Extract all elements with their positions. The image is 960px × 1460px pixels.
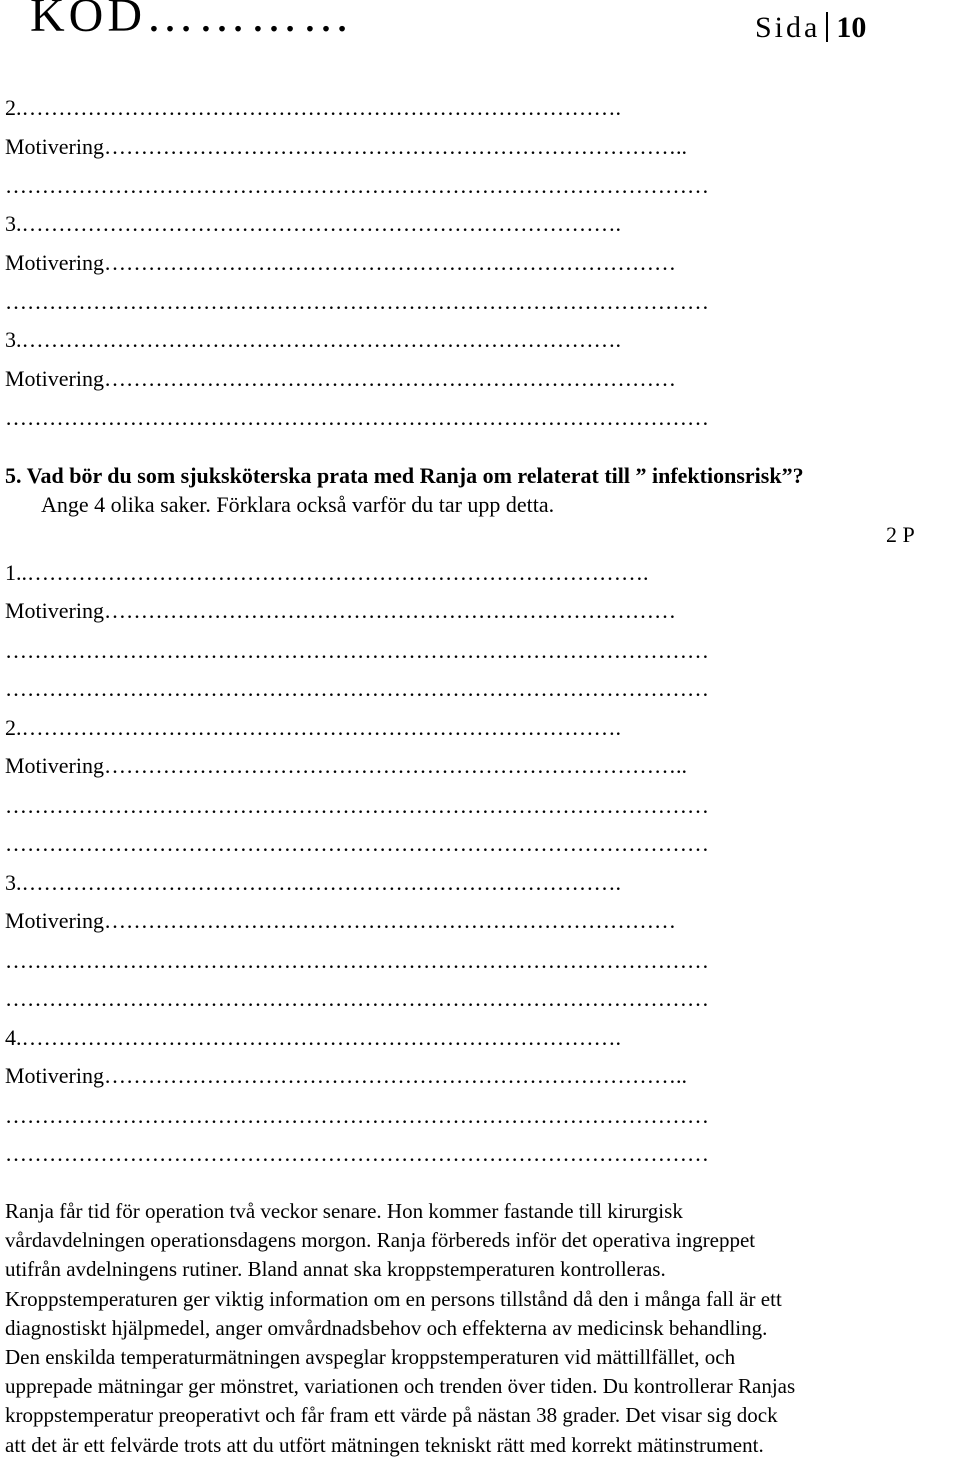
question-5-text: 5. Vad bör du som sjuksköterska prata med Ranja om relaterat till ” infektionsrisk”?	[5, 463, 804, 488]
answer-line[interactable]: ……………………………………………………………………………………	[5, 1141, 709, 1166]
paragraph-line: att det är ett felvärde trots att du utfört mätningen tekniskt rätt med korrekt mätinstrument.	[5, 1432, 764, 1457]
answer-line[interactable]: ……………………………………………………………………………………	[5, 986, 709, 1011]
answer-2[interactable]: 2.……………………………………………………………………….	[5, 715, 621, 740]
motivation-3[interactable]: Motivering……………………………………………………………………	[5, 908, 676, 933]
paragraph-line: vårdavdelningen operationsdagens morgon. Ranja förbereds inför det operativa ingreppet	[5, 1228, 756, 1253]
paragraph-line: Den enskilda temperaturmätningen avspeglar kroppstemperaturen vid mättillfället, och	[5, 1345, 736, 1370]
paragraph-line: utifrån avdelningens rutiner. Bland annat ska kroppstemperaturen kontrolleras.	[5, 1257, 666, 1282]
answer-line[interactable]: ……………………………………………………………………………………	[5, 676, 709, 701]
prev-dotted-line: ……………………………………………………………………………………	[5, 173, 709, 198]
prev-motivation-2: Motivering……………………………………………………………………..	[5, 134, 687, 159]
answer-1[interactable]: 1..………………………………………………………………………….	[5, 560, 649, 585]
motivation-2[interactable]: Motivering……………………………………………………………………..	[5, 753, 687, 778]
page-number: 10	[836, 11, 867, 44]
paragraph-line: Kroppstemperaturen ger viktig information om en persons tillstånd då den i många fall är ett	[5, 1286, 782, 1311]
paragraph-line: Ranja får tid för operation två veckor senare. Hon kommer fastande till kirurgisk	[5, 1199, 683, 1223]
page-prefix: Sida	[755, 11, 821, 44]
prev-dotted-line: ……………………………………………………………………………………	[5, 405, 709, 430]
question-5-instruction: Ange 4 olika saker. Förklara också varför du tar upp detta.	[41, 492, 555, 517]
prev-motivation-3b: Motivering……………………………………………………………………	[5, 366, 676, 391]
prev-answer-3a: 3.……………………………………………………………………….	[5, 211, 621, 236]
paragraph-line: upprepade mätningar ger mönstret, variationen och trenden över tiden. Du kontrollerar Ranjas	[5, 1374, 796, 1399]
prev-motivation-3a: Motivering……………………………………………………………………	[5, 250, 676, 275]
question-5-points: 2 P	[886, 522, 915, 547]
code-label: KOD…………	[30, 0, 354, 42]
motivation-4[interactable]: Motivering……………………………………………………………………..	[5, 1063, 687, 1088]
prev-dotted-line: ……………………………………………………………………………………	[5, 289, 709, 314]
answer-line[interactable]: ……………………………………………………………………………………	[5, 1103, 709, 1128]
answer-line[interactable]: ……………………………………………………………………………………	[5, 793, 709, 818]
answer-3[interactable]: 3.……………………………………………………………………….	[5, 870, 621, 895]
answer-line[interactable]: ……………………………………………………………………………………	[5, 638, 709, 663]
motivation-1[interactable]: Motivering……………………………………………………………………	[5, 598, 676, 623]
answer-line[interactable]: ……………………………………………………………………………………	[5, 948, 709, 973]
case-paragraph	[5, 1197, 955, 1460]
page-separator	[826, 12, 828, 42]
page-number-label	[755, 12, 866, 43]
prev-answer-2: 2.……………………………………………………………………….	[5, 95, 621, 120]
answer-4[interactable]: 4.……………………………………………………………………….	[5, 1025, 621, 1050]
prev-answer-3b: 3.……………………………………………………………………….	[5, 327, 621, 352]
paragraph-line: kroppstemperatur preoperativt och får fram ett värde på nästan 38 grader. Det visar sig dock	[5, 1403, 778, 1428]
paragraph-line: diagnostiskt hjälpmedel, anger omvårdnadsbehov och effekterna av medicinsk behandling.	[5, 1315, 768, 1340]
answer-line[interactable]: ……………………………………………………………………………………	[5, 831, 709, 856]
